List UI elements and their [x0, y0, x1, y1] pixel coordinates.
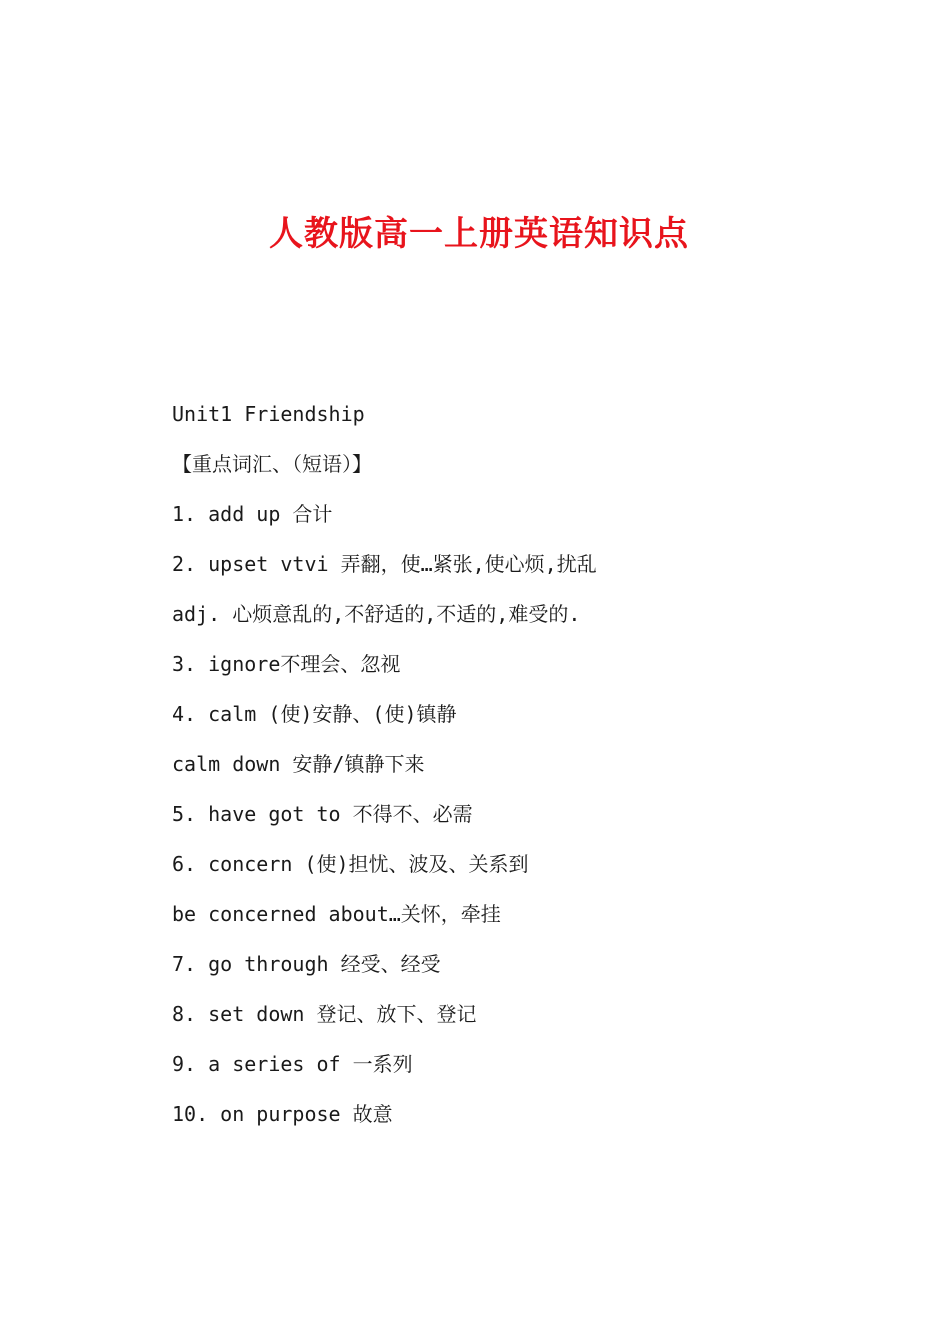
- document-title: 人教版高一上册英语知识点: [269, 214, 689, 254]
- vocab-item-4: 4. calm (使)安静、(使)镇静: [172, 702, 457, 726]
- vocab-item-5: 5. have got to 不得不、必需: [172, 802, 473, 826]
- unit-heading: Unit1 Friendship: [172, 402, 365, 426]
- vocab-item-2-adj: adj. 心烦意乱的,不舒适的,不适的,难受的.: [172, 602, 581, 626]
- vocab-item-2: 2. upset vtvi 弄翻，使…紧张,使心烦,扰乱: [172, 552, 597, 576]
- vocab-item-4-phrase: calm down 安静/镇静下来: [172, 752, 425, 776]
- vocab-item-7: 7. go through 经受、经受: [172, 952, 441, 976]
- vocab-item-6-phrase: be concerned about…关怀，牵挂: [172, 902, 501, 926]
- vocab-item-10: 10. on purpose 故意: [172, 1102, 393, 1126]
- document-body: [172, 396, 892, 1146]
- section-heading: 【重点词汇、（短语）】: [172, 452, 372, 476]
- vocab-item-6: 6. concern (使)担忧、波及、关系到: [172, 852, 529, 876]
- vocab-item-9: 9. a series of 一系列: [172, 1052, 413, 1076]
- vocab-item-8: 8. set down 登记、放下、登记: [172, 1002, 477, 1026]
- vocab-item-3: 3. ignore不理会、忽视: [172, 652, 401, 676]
- vocab-item-1: 1. add up 合计: [172, 502, 333, 526]
